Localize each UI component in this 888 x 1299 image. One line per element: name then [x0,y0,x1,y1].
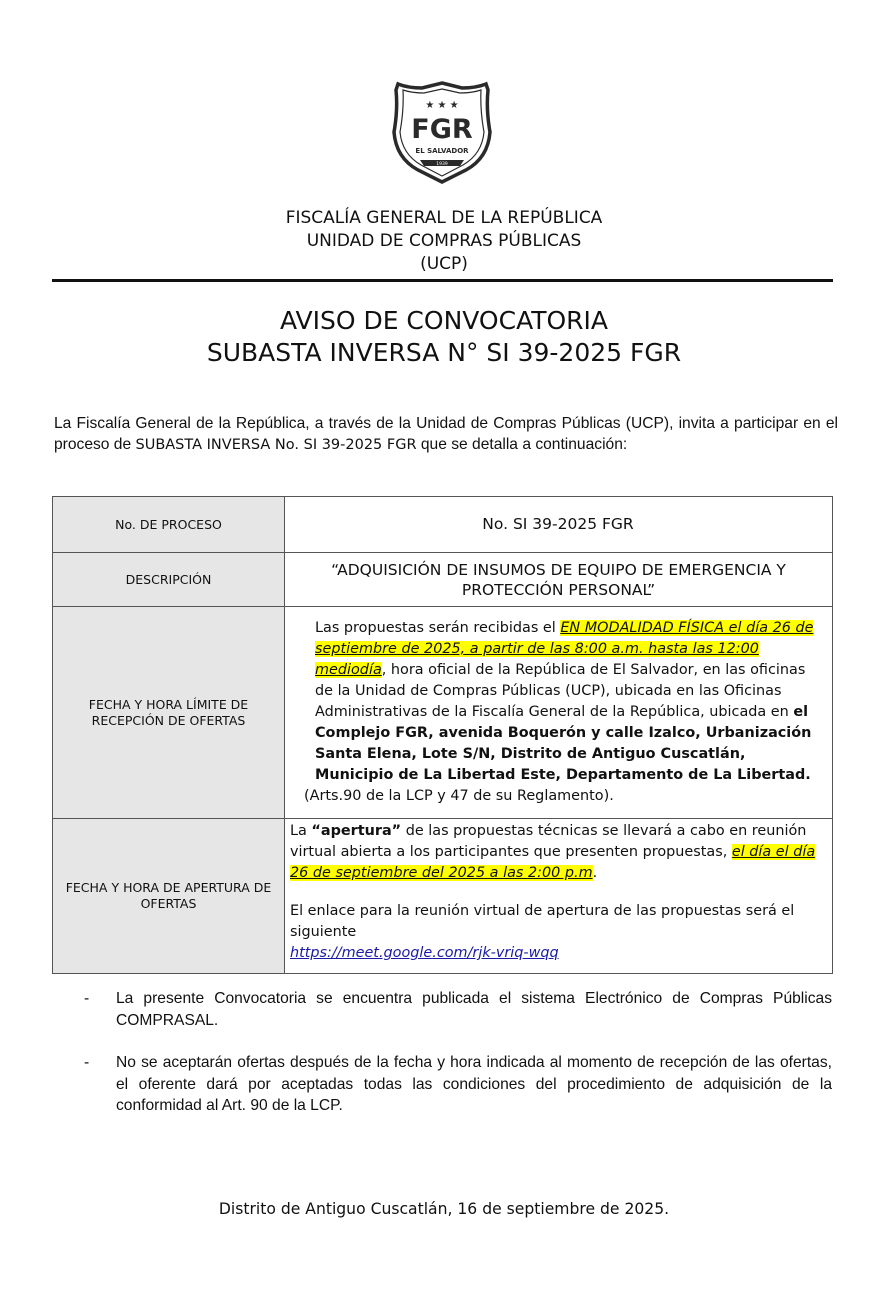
logo-stars: ★ ★ ★ [425,100,459,111]
header-divider [52,279,833,282]
table-row-opening [53,819,833,974]
table-row-process-number [53,497,833,553]
row-value [285,607,833,819]
title-line-2: SUBASTA INVERSA N° SI 39-2025 FGR [206,338,682,367]
row-label: DESCRIPCIÓN [53,553,285,607]
opening-text [290,821,826,884]
reception-text [290,618,826,786]
dash-bullet: - [84,1054,90,1071]
header-line-2: UNIDAD DE COMPRAS PÚBLICAS [306,231,582,251]
opening-bold: “apertura” [311,823,402,839]
row-label: FECHA Y HORA LÍMITE DE RECEPCIÓN DE OFERTAS [53,607,285,819]
row-value: No. SI 39-2025 FGR [285,497,833,553]
list-item [84,988,832,1031]
fgr-shield-logo-icon [390,80,494,184]
logo-country: EL SALVADOR [415,147,469,155]
reception-note: (Arts.90 de la LCP y 47 de su Reglamento). [304,788,614,804]
opening-text-1: La [290,823,312,839]
process-details-table [52,496,833,974]
intro-text-2: que se detalla a continuación: [416,436,628,453]
notes-list [84,988,832,1138]
table-row-reception-deadline [53,607,833,819]
institution-header [0,207,888,276]
row-value: “ADQUISICIÓN DE INSUMOS DE EQUIPO DE EMERGENCIA Y PROTECCIÓN PERSONAL” [285,553,833,607]
intro-paragraph [54,413,838,456]
dash-bullet: - [84,990,90,1007]
reception-text-2: , hora oficial de la República de El Salvador, en las oficinas de la Unidad de Compras Públicas (UCP), ubicada en las Oficinas Administrativas de la Fiscalía General de la República, ubicada en [315,662,806,720]
meeting-link[interactable]: https://meet.google.com/rjk-vriq-wqq [290,945,559,961]
document-title [0,305,888,369]
link-intro: El enlace para la reunión virtual de apertura de las propuestas será el siguiente [290,903,795,940]
row-value [285,819,833,974]
list-item [84,1052,832,1117]
row-label: FECHA Y HORA DE APERTURA DE OFERTAS [53,819,285,974]
title-line-1: AVISO DE CONVOCATORIA [279,306,609,335]
reception-text-1: Las propuestas serán recibidas el [315,620,561,636]
opening-text-3: . [592,865,598,881]
opening-highlight: el día el día 26 de septiembre del 2025 a las 2:00 p.m [290,844,816,881]
opening-text-2: de las propuestas técnicas se llevará a cabo en reunión virtual abierta a los participantes que presenten propuestas, [290,823,807,860]
logo-year: 1939 [436,162,448,167]
list-item-text: No se aceptarán ofertas después de la fecha y hora indicada al momento de recepción de las ofertas, el oferente dará por aceptadas todas las condiciones del procedimiento de adquisición de la conformidad al Art. 90 de la LCP. [116,1054,832,1114]
intro-bold: SUBASTA INVERSA No. SI 39-2025 FGR [135,437,417,453]
header-line-3: (UCP) [420,254,468,274]
reception-address: el Complejo FGR, avenida Boquerón y calle Izalco, Urbanización Santa Elena, Lote S/N, Distrito de Antiguo Cuscatlán, Municipio de La Libertad Este, Departamento de La Libertad. [315,704,812,783]
intro-text-1: La Fiscalía General de la República, a través de la Unidad de Compras Públicas (UCP), invita a participar en el proceso de [54,415,838,453]
reception-highlight: EN MODALIDAD FÍSICA el día 26 de septiembre de 2025, a partir de las 8:00 a.m. hasta las 12:00 mediodía [315,620,814,678]
table-row-description [53,553,833,607]
logo-acronym: FGR [411,114,473,145]
list-item-text: La presente Convocatoria se encuentra publicada el sistema Electrónico de Compras Públicas COMPRASAL. [116,990,832,1029]
header-line-1: FISCALÍA GENERAL DE LA REPÚBLICA [285,208,603,228]
place-and-date: Distrito de Antiguo Cuscatlán, 16 de septiembre de 2025. [218,1200,670,1218]
row-label: No. DE PROCESO [53,497,285,553]
